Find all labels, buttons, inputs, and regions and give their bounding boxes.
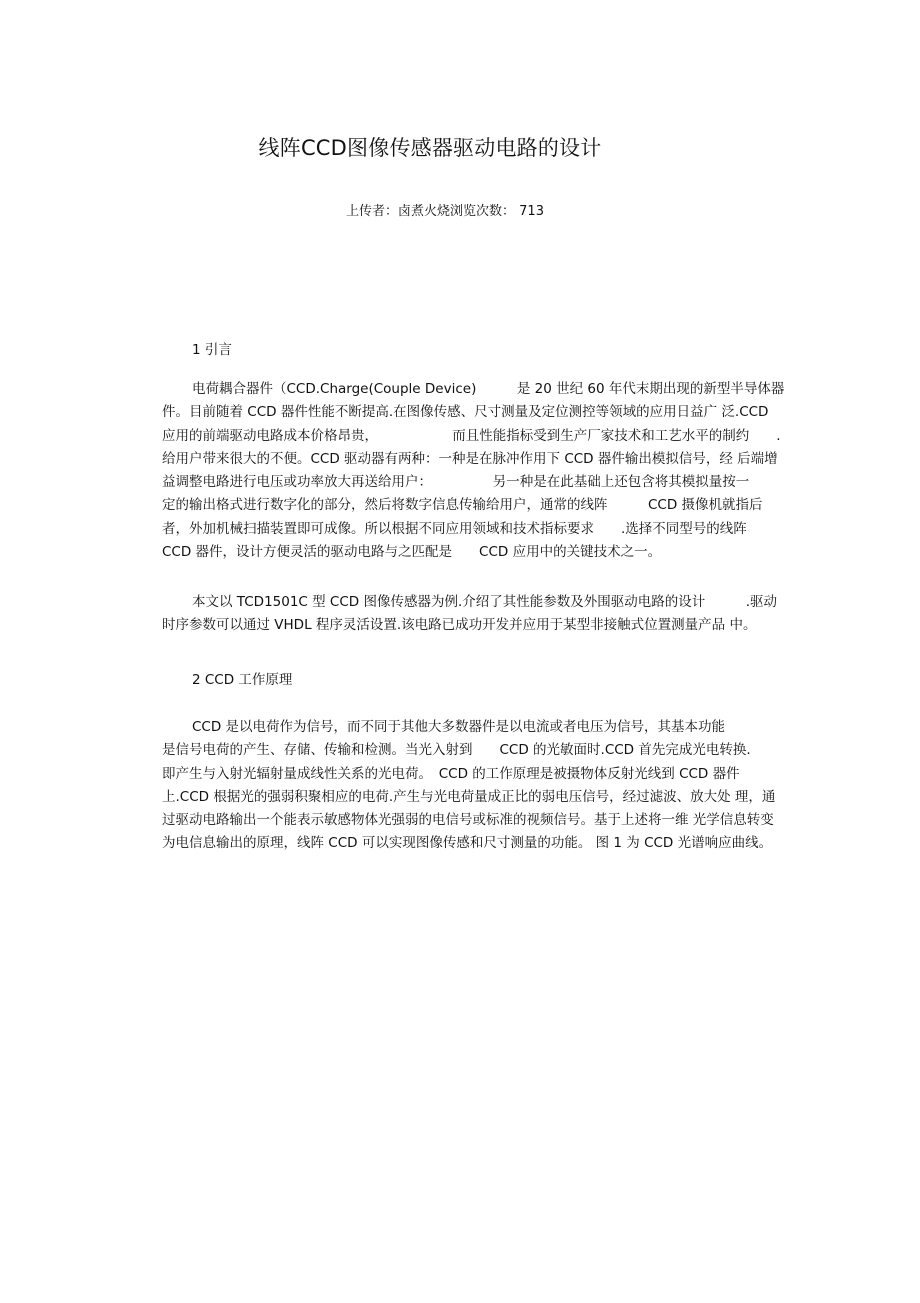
- paragraph-intro-1: [162, 378, 792, 564]
- text-line: CCD 器件，设计方便灵活的驱动电路与之匹配是 CCD 应用中的关键技术之一。: [162, 544, 662, 561]
- text-line: 为电信息输出的原理，线阵 CCD 可以实现图像传感和尺寸测量的功能。 图 1 为 CCD 光谱响应曲线。: [162, 835, 773, 852]
- text-line: 应用的前端驱动电路成本价格昂贵， 而且性能指标受到生产厂家技术和工艺水平的制约 .: [162, 427, 781, 444]
- text-line: 者，外加机械扫描装置即可成像。所以根据不同应用领域和技术指标要求 .选择不同型号的线阵: [162, 520, 747, 537]
- text-line: 电荷耦合器件（CCD.Charge(Couple Device) 是 20 世纪 60 年代末期出现的新型半导体器: [192, 381, 785, 397]
- text-line: 时序参数可以通过 VHDL 程序灵活设置.该电路已成功开发并应用于某型非接触式位置测量产品 中。: [162, 617, 757, 634]
- section-heading-principle: 2 CCD 工作原理: [192, 672, 293, 688]
- section-heading-intro: 1 引言: [192, 342, 232, 358]
- paragraph-principle-1: [162, 716, 792, 856]
- text-line: 即产生与入射光辐射量成线性关系的光电荷。 CCD 的工作原理是被摄物体反射光线到 CCD 器件: [162, 765, 740, 782]
- text-line: 件。目前随着 CCD 器件性能不断提高.在图像传感、尺寸测量及定位测控等领域的应用日益广 泛.CCD: [162, 404, 769, 421]
- text-line: 是信号电荷的产生、存储、传输和检测。当光入射到 CCD 的光敏面时.CCD 首先完成光电转换.: [162, 742, 751, 759]
- text-line: CCD 是以电荷作为信号，而不同于其他大多数器件是以电流或者电压为信号，其基本功能: [192, 719, 726, 735]
- text-line: 益调整电路进行电压或功率放大再送给用户： 另一种是在此基础上还包含将其模拟量按一: [162, 474, 750, 491]
- text-line: 过驱动电路输出一个能表示敏感物体光强弱的电信号或标准的视频信号。基于上述将一维 光学信息转变: [162, 812, 774, 829]
- text-line: 上.CCD 根据光的强弱积聚相应的电荷.产生与光电荷量成正比的弱电压信号，经过滤波、放大处 理，通: [162, 788, 776, 805]
- uploader-info: 上传者：卤煮火烧浏览次数： 713: [346, 204, 544, 219]
- text-line: 给用户带来很大的不便。CCD 驱动器有两种：一种是在脉冲作用下 CCD 器件输出模拟信号，经 后端增: [162, 450, 778, 467]
- paragraph-intro-2: [162, 591, 792, 638]
- document-title: 线阵CCD图像传感器驱动电路的设计: [258, 136, 602, 160]
- text-line: 本文以 TCD1501C 型 CCD 图像传感器为例.介绍了其性能参数及外围驱动电路的设计 .驱动: [192, 594, 778, 610]
- text-line: 定的输出格式进行数字化的部分，然后将数字信息传输给用户，通常的线阵 CCD 摄像机就指后: [162, 497, 763, 514]
